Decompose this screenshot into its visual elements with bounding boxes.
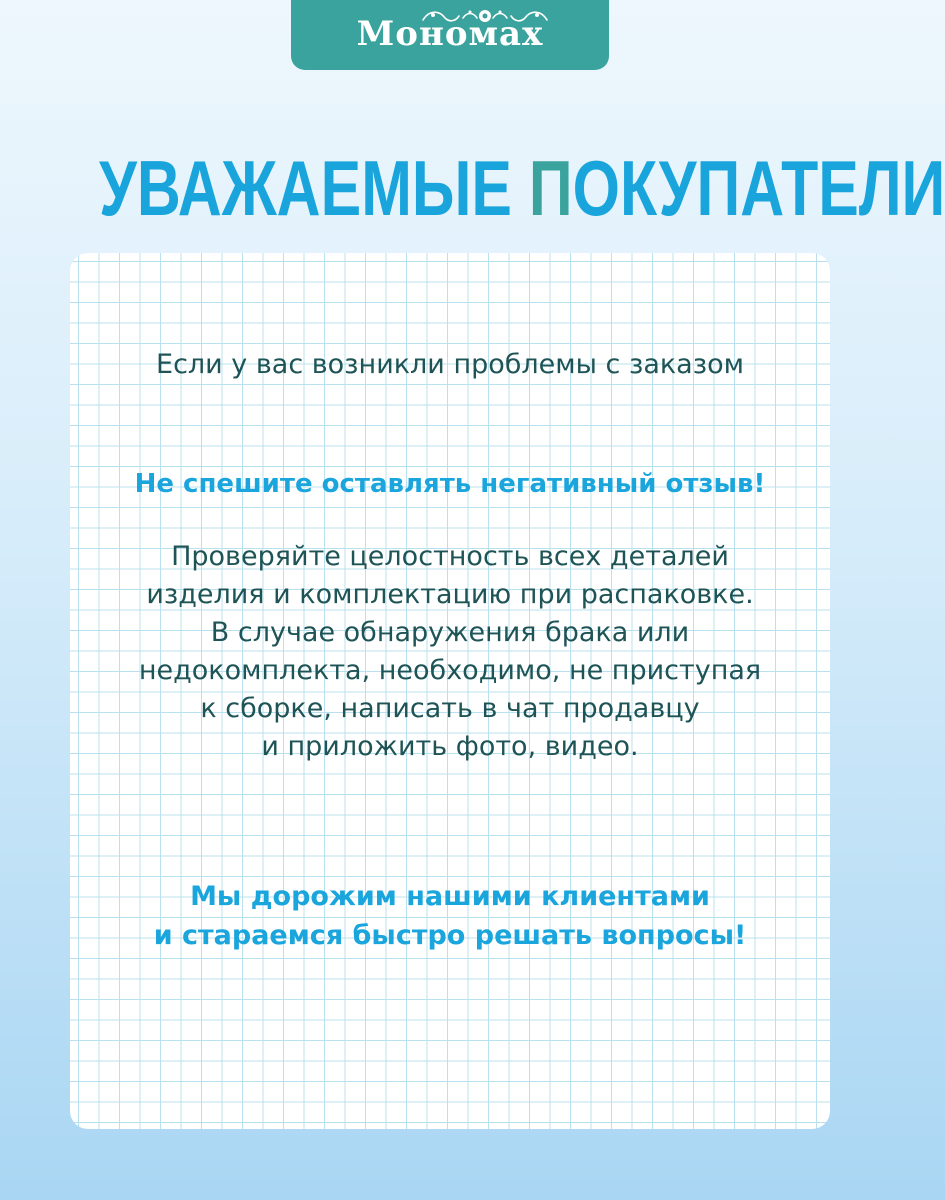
brand-name: Мономах — [356, 14, 544, 54]
page-title — [99, 138, 945, 238]
warning-text: Не спешите оставлять негативный отзыв! — [134, 469, 766, 499]
closing-block — [70, 877, 830, 955]
instructions-line: и приложить фото, видео. — [261, 731, 639, 762]
brand-logo-tab — [291, 0, 609, 70]
closing-line: Мы дорожим нашими клиентами — [190, 881, 710, 912]
instructions-line: изделия и комплектацию при распаковке. — [146, 579, 754, 610]
instructions-line: Проверяйте целостность всех деталей — [171, 541, 729, 572]
notice-card — [70, 253, 830, 1129]
title-word-2-rest: ОКУПАТЕЛИ — [572, 144, 945, 232]
closing-line: и стараемся быстро решать вопросы! — [153, 920, 747, 951]
intro-text: Если у вас возникли проблемы с заказом — [156, 349, 744, 380]
instructions-line: В случае обнаружения брака или — [210, 617, 690, 648]
instructions-line: недокомплекта, необходимо, не приступая — [138, 655, 762, 686]
title-word-1: УВАЖАЕМЫЕ — [99, 144, 529, 232]
instructions-line: к сборке, написать в чат продавцу — [200, 693, 700, 724]
instructions-block — [70, 538, 830, 766]
title-accent-letter: П — [528, 144, 573, 232]
